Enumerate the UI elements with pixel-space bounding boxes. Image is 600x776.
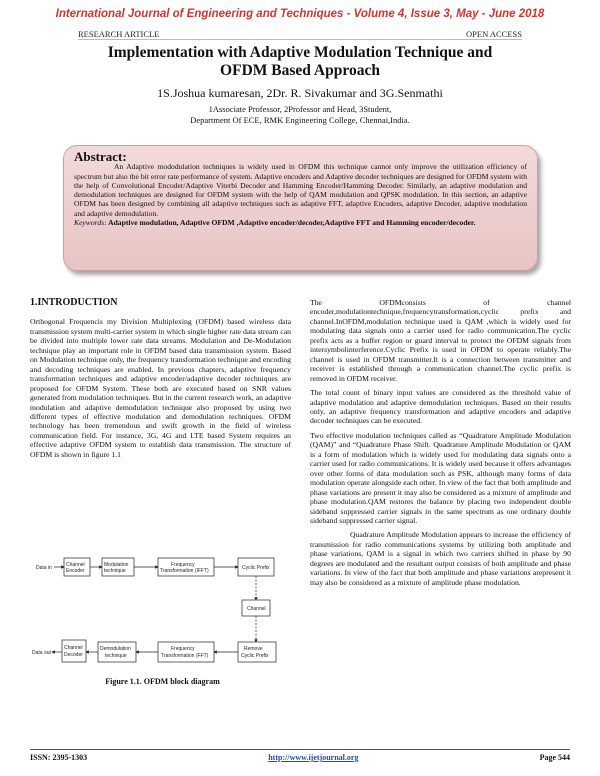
svg-text:Frequency: Frequency [171, 646, 195, 652]
svg-text:Transformation (IFFT): Transformation (IFFT) [160, 568, 209, 574]
ofdm-block-diagram [30, 556, 295, 686]
channel-encoder-label: Channel [66, 562, 85, 568]
svg-text:Cyclic Prefix: Cyclic Prefix [242, 565, 270, 571]
demodulation-block [98, 642, 136, 662]
svg-text:Transformation (FFT): Transformation (FFT) [161, 653, 209, 659]
right-paragraph-2: The total count of binary input values are considered as the threshold value of adaptive modulation and adaptive demodulation techniques. Based on their results only, an adaptive frequency transformation and adaptive encoders and adaptive decoder techniques can be executed. [310, 388, 571, 426]
title-line-1: Implementation with Adaptive Modulation Technique and [107, 44, 493, 61]
svg-text:Decoder: Decoder [64, 652, 83, 658]
journal-header: International Journal of Engineering and Techniques - Volume 4, Issue 3, May - June 2018 [55, 8, 545, 20]
authors: 1S.Joshua kumaresan, 2Dr. R. Sivakumar and 3G.Senmathi [157, 86, 443, 100]
svg-text:Modulation: Modulation [104, 562, 129, 568]
right-paragraph-1: The OFDMconsists of channel encoder,modulationtechnique,frequencytransformation,cyclic prefix and channel.InOFDM,modulation technique used is QAM ,which is widely used for modulating data signals onto a carrier used for radio communication.The cyclic prefix acts as a buffer region or guard interval to protect the OFDM signals from intersymbolinterference.Cyclic Prefix is used in OFDM to operate reliably.The channel is used in OFDM transmitter.It is a connection between transmitter and receiver is established through a communication channel.The cyclic prefix is removed in OFDM receiver. [310, 298, 571, 383]
svg-text:Channel: Channel [64, 645, 83, 651]
right-column [310, 298, 571, 592]
research-article-tag: RESEARCH ARTICLE [78, 28, 160, 39]
remove-cyclic-prefix-block [238, 642, 276, 662]
article-banner [78, 28, 522, 40]
affiliation-line-2: Department Of ECE, RMK Engineering College, Chennai,India. [190, 115, 410, 125]
page-footer [30, 753, 570, 762]
left-column [30, 298, 291, 464]
intro-paragraph: Orthogonal Frequencis my Division Multiplexing (OFDM) based wireless data transmission system multi-carrier system in which single higher rate data stream can be divided into multiple lower rate data streams. Modulation and De-Modulation technique play an important role in OFDM based data transmission system. Based on Modulation technique only, the frequency transformation technique and encoding and decoding techniques are enabled. In previous chapters, adaptive frequency transformation techniques and adaptive encoder/adaptive decoder techniques are proposed for OFDM System. These both are executed based on SNR values generated from modulation techniques. But in the current research work, an adaptive modulation and adaptive demodulation technique also proposed by using two different types of effective modulation and demodulation techniques. OFDM technology has been tremendous and swift growth in the field of wireless communication field. For instance, 3G, 4G and LTE based System requires an effective adaptive OFDM system to establish data transmission. The structure of OFDM is shown in figure 1.1 [30, 317, 291, 459]
keywords-text: Adaptive modulation, Adaptive OFDM ,Adaptive encoder/decoder,Adaptive FFT and Hamming encoder/decoder. [106, 218, 476, 228]
svg-text:Channel: Channel [247, 606, 266, 612]
footer-divider [30, 749, 570, 750]
keywords [74, 218, 527, 227]
svg-text:technique: technique [104, 568, 126, 574]
figure-caption: Figure 1.1. OFDM block diagram [105, 677, 220, 686]
svg-text:Cyclic Prefix: Cyclic Prefix [241, 653, 269, 659]
title-line-2: OFDM Based Approach [220, 62, 380, 79]
right-paragraph-3: Two effective modulation techniques called as “Quadrature Amplitude Modulation (QAM)” and “Quadrature Phase Shift. Quadrature Amplitude Modulation or QAM is a form of modulation which is widely used for modulating data signals onto a carrier used for radio communications. It is widely used because it offers advantages over other forms of data modulation such as PSK, although many forms of data modulation operate alongside each other. In view of the fact that both amplitude and phase variations are present it may also be considered as a mixture of amplitude and phase modulation.QAM restores the balance by placing two independent double sideband suppressed carrier signals in the same spectrum as one ordinary double sideband suppressed carrier signal. [310, 430, 571, 525]
svg-text:Encoder: Encoder [66, 568, 85, 574]
right-paragraph-4: Quadrature Amplitude Modulation appears to increase the efficiency of transmission for radio communications systems by utilizing both amplitude and phase variations, QAM is a signal in which two carriers shifted in phase by 90 degrees are modulated and the resultant output consists of both amplitude and phase variations. In view of the fact that both amplitude and phase variations arepresent it may also be considered as a mixture of amplitude phase modulation. [310, 530, 571, 587]
paper-title [30, 44, 570, 80]
svg-text:technique: technique [105, 653, 127, 659]
abstract-body: An Adaptive mododulation techniques is widely used in OFDM this technique cannot only improve the utilization efficiency of spectrum but also the bit error rate performance of system. Adaptive encoders and Adaptive decoder techniques are designed for OFDM system with the help of Convolutional Encoder/Adaptive Viterbi Decoder and Hamming Encoder/Hamming Decoder. Similarly, an adaptive modulation and demodulation techniques are designed for OFDM system with the help of QAM modulation and QPSK modulation. In this section, an adaptive OFDM has been designed by combining all adaptive techniques such as adaptive FFT, adaptive Encoders, adaptive Decoder, adaptive modulation and adaptive demodulation. [74, 162, 527, 218]
svg-text:Demodulation: Demodulation [100, 646, 131, 652]
abstract-heading: Abstract: [74, 149, 127, 164]
affiliation-line-1: 1Associate Professor, 2Professor and Head, 3Student, [208, 104, 392, 114]
svg-text:Frequency: Frequency [171, 562, 195, 568]
page-number: Page 544 [539, 753, 570, 762]
abstract-box [63, 145, 538, 271]
section-heading-introduction: 1.INTRODUCTION [30, 297, 118, 308]
data-in-label: Data in [36, 565, 52, 571]
open-access-tag: OPEN ACCESS [466, 28, 522, 39]
fft-block [158, 642, 214, 662]
keywords-label: Keywords: [74, 218, 107, 228]
svg-text:Remove: Remove [244, 646, 263, 652]
data-out-label: Data out [32, 650, 51, 656]
channel-decoder-block [62, 640, 86, 662]
journal-url-link[interactable]: http://www.ijetjournal.org [268, 753, 359, 762]
issn: ISSN: 2395-1303 [30, 753, 88, 762]
